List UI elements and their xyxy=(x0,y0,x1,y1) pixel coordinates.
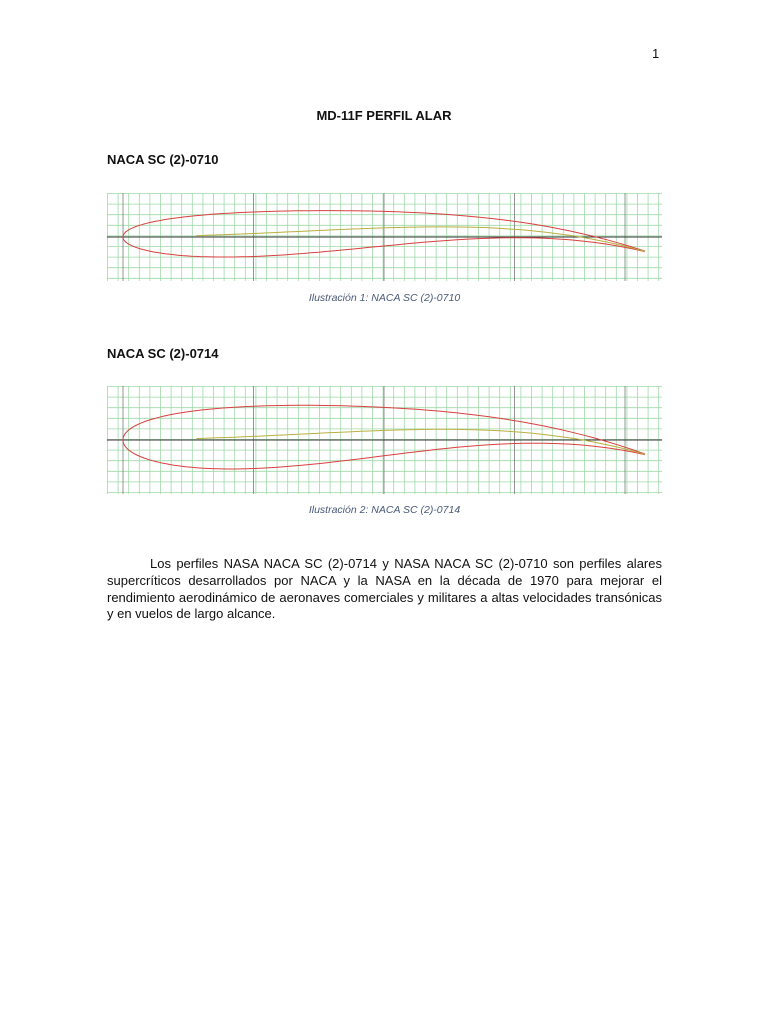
camber-line-0714 xyxy=(196,429,645,454)
airfoil-plot-0710 xyxy=(107,193,662,281)
section-heading-0710: NACA SC (2)-0710 xyxy=(107,152,219,167)
airfoil-plot-0714 xyxy=(107,386,662,494)
document-title: MD-11F PERFIL ALAR xyxy=(316,108,452,123)
body-paragraph: Los perfiles NASA NACA SC (2)-0714 y NASA NACA SC (2)-0710 son perfiles alares supercríticos desarrollados por NACA y la NASA en la década de 1970 para mejorar el rendimiento aerodinámico de aeronaves comerciales y militares a altas velocidades transónicas y en vuelos de largo alcance. xyxy=(107,556,662,622)
airfoil-figure-0714 xyxy=(107,386,662,494)
figure-caption-0714: Ilustración 2: NACA SC (2)-0714 xyxy=(308,504,461,516)
airfoil-grid-0714 xyxy=(107,386,662,494)
airfoil-figure-0710 xyxy=(107,193,662,281)
figure-caption-0710: Ilustración 1: NACA SC (2)-0710 xyxy=(308,292,461,304)
page-number: 1 xyxy=(652,46,660,61)
camber-line-0710 xyxy=(196,227,645,252)
section-heading-0714: NACA SC (2)-0714 xyxy=(107,346,219,361)
